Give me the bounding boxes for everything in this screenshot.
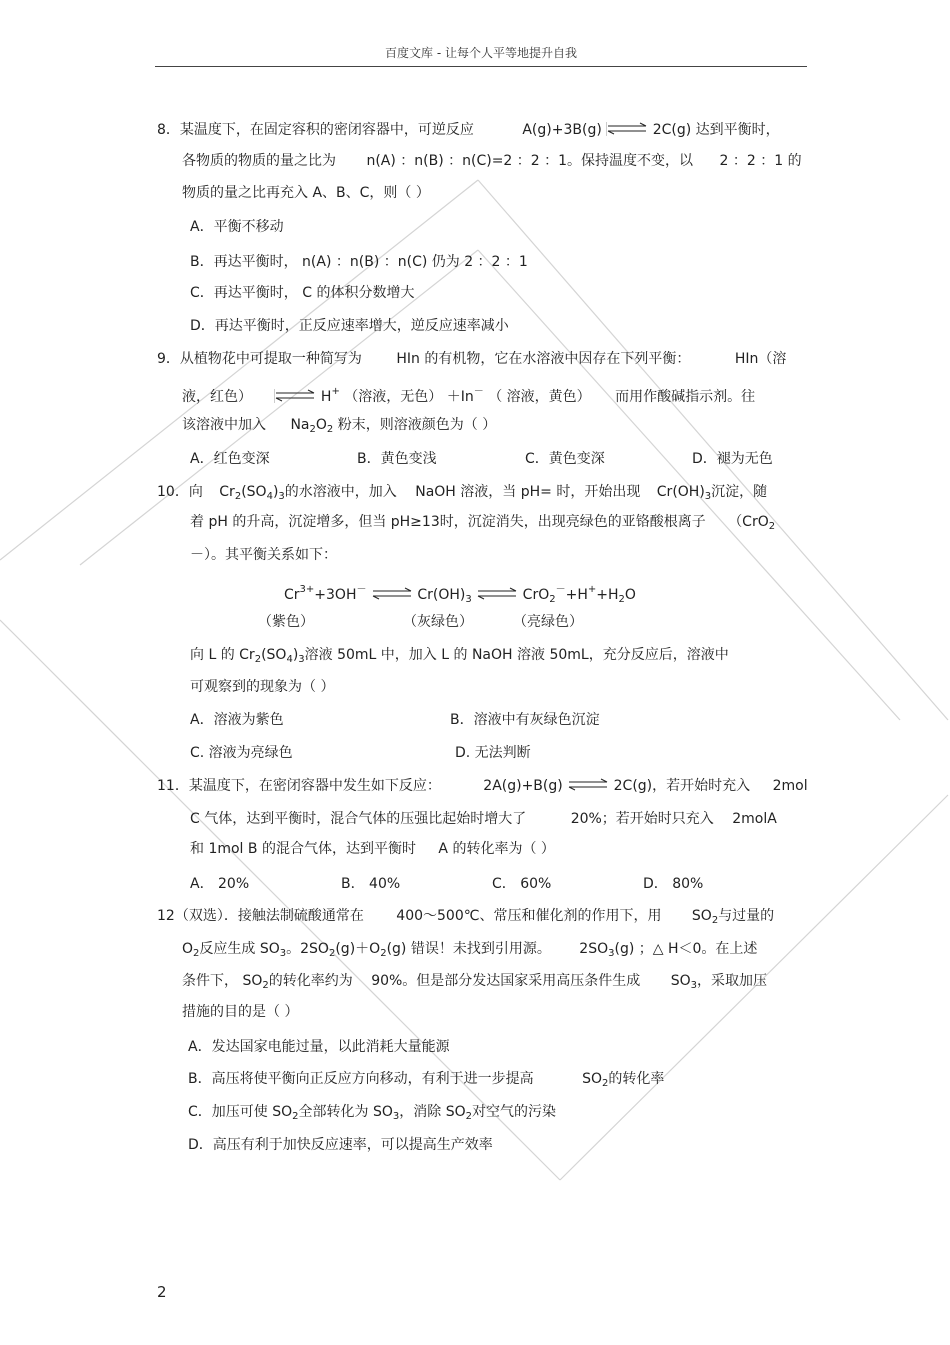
option-a: A．发达国家电能过量，以此消耗大量能源 — [188, 1039, 450, 1055]
option-c: C． 60% — [492, 876, 552, 892]
option-a: A．溶液为紫色 — [190, 712, 284, 728]
option-c: C．再达平衡时， C 的体积分数增大 — [190, 285, 415, 301]
option-b: B． 40% — [341, 876, 401, 892]
option-b: B．黄色变浅 — [357, 451, 437, 467]
option-a: A．平衡不移动 — [190, 219, 284, 235]
option-a: A．红色变深 — [190, 451, 270, 467]
equilibrium-arrow-icon — [567, 778, 609, 792]
option-c: C. 溶液为亮绿色 — [190, 745, 293, 761]
option-d: D．高压有利于加快反应速率，可以提高生产效率 — [188, 1137, 493, 1153]
option-d: D．再达平衡时，正反应速率增大，逆反应速率减小 — [190, 318, 509, 334]
option-b: B．再达平衡时， n(A) ：n(B) ：n(C) 仍为 2 ：2 ：1 — [190, 254, 528, 270]
equilibrium-arrow-icon — [476, 587, 518, 601]
option-b: B．溶液中有灰绿色沉淀 — [450, 712, 600, 728]
chromium-equilibrium: Cr3++3OH－ Cr(OH)3 CrO2－+H++H2O — [284, 584, 636, 605]
option-d: D． 80% — [643, 876, 704, 892]
equilibrium-arrow-icon — [371, 587, 413, 601]
equilibrium-arrow-icon — [274, 389, 316, 403]
page-header: 百度文库 - 让每个人平等地提升自我 — [385, 46, 577, 60]
page-number: 2 — [157, 1283, 167, 1301]
option-a: A． 20% — [190, 876, 250, 892]
header-rule — [155, 66, 807, 67]
option-b: B．高压将使平衡向正反应方向移动，有利于进一步提高 SO2的转化率 — [188, 1071, 665, 1089]
option-c: C．黄色变深 — [525, 451, 605, 467]
option-c: C．加压可使 SO2全部转化为 SO3，消除 SO2对空气的污染 — [188, 1104, 556, 1122]
option-d: D. 无法判断 — [455, 745, 531, 761]
equilibrium-arrow-icon — [606, 122, 648, 136]
option-d: D．褪为无色 — [692, 451, 773, 467]
